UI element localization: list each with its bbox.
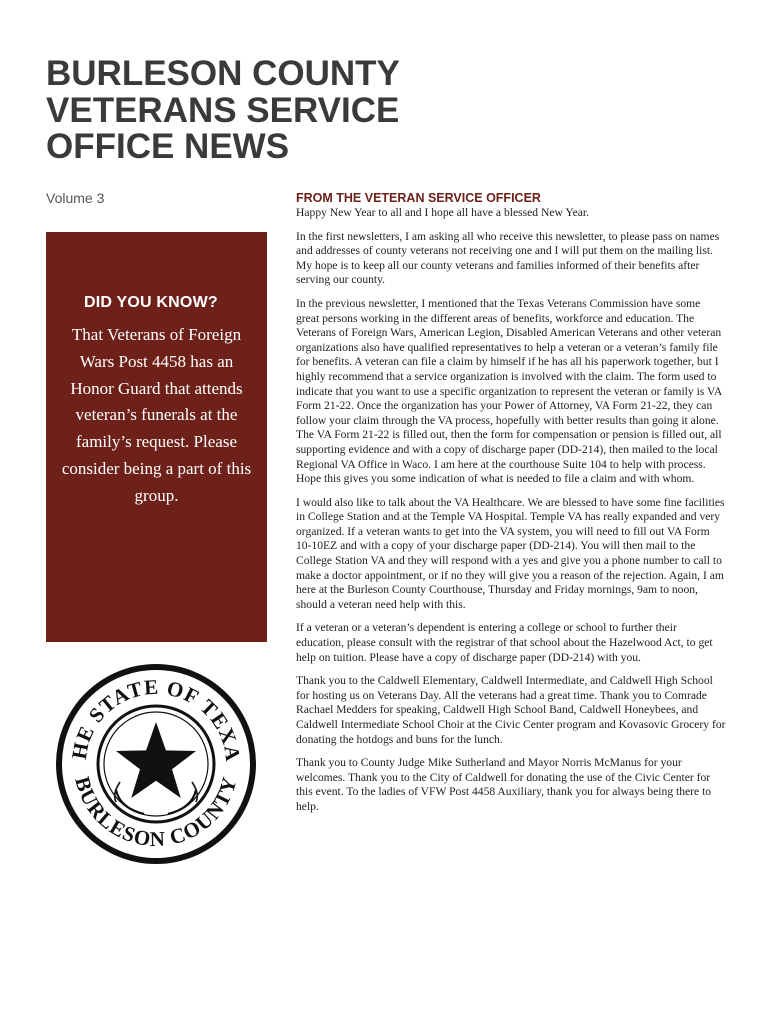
newsletter-title xyxy=(46,56,466,166)
title-line-3: OFFICE NEWS xyxy=(46,127,290,166)
sidebar-heading: DID YOU KNOW? xyxy=(84,294,218,311)
article-paragraph-3: In the previous newsletter, I mentioned that the Texas Veterans Commission have some great persons working in the different areas of benefits, workforce and education. The Veterans of Foreign Wars, American Legion, Disabled American Veterans and other veteran organizations also have qualified representatives to help a veteran or a veteran’s family file for benefits. A veteran can file a claim by himself if he has all his paperwork together, but I highly recommend that a service organization is involved with the claim. The form used to indicate that you want to use a specific organization to represent the veteran or family is VA Form 21-22. Once the organization has your Power of Attorney, VA Form 21-22, they can follow your claim through the VA process, hopefully with better results than going it alone. The VA Form 21-22 is filled out, then the form for compensation or pension is filled out, all supporting evidence and with a copy of discharge paper (DD-214), then mailed to the local Regional VA Office in Waco. I am here at the courthouse Suite 104 to help with process. Hope this gives you some indication of what is needed to file a claim and with whom. xyxy=(296,296,722,486)
article-column xyxy=(296,191,726,824)
seal-icon xyxy=(54,662,258,866)
article-paragraph-7: Thank you to County Judge Mike Sutherland and Mayor Norris McManus for your welcomes. Thank you to the City of Caldwell for donating the use of the Civic Center for this event. To the ladies of VFW Post 4458 Auxiliary, thank you for always being there to help. xyxy=(296,756,712,813)
sidebar-body: That Veterans of Foreign Wars Post 4458 has an Honor Guard that attends veteran’s funerals at the family’s request. Please consider being a part of this group. xyxy=(61,325,252,505)
article-paragraph-6: Thank you to the Caldwell Elementary, Caldwell Intermediate, and Caldwell High School for hosting us on Veterans Day. All the veterans had a great time. Thank you to Comrade Rachael Medders for speaking, Caldwell High School Band, Caldwell Honeybees, and Caldwell Intermediate School Choir at the Civic Center program and Kovasovic Grocery for donating the hotdogs and buns for the lunch. xyxy=(296,674,726,746)
county-seal-image xyxy=(54,662,258,866)
article-paragraph-1: Happy New Year to all and I hope all have a blessed New Year. xyxy=(296,206,589,219)
title-line-2: VETERANS SERVICE xyxy=(46,90,400,130)
seal-text-top: HE STATE OF TEXA xyxy=(66,674,246,764)
article-paragraph-5: If a veteran or a veteran’s dependent is entering a college or school to further their education, please consult with the registrar of that school about the Hazelwood Act, to get help on tuition. Please have a copy of discharge paper (DD-214) with you. xyxy=(296,621,713,664)
volume-label: Volume 3 xyxy=(46,190,105,206)
title-line-1: BURLESON COUNTY xyxy=(46,54,400,93)
article-paragraph-2: In the first newsletters, I am asking all who receive this newsletter, to please pass on names and addresses of county veterans not receiving one and I will put them on the mailing list. My hope is to keep all our county veterans and families informed of their benefits after serving our county. xyxy=(296,229,720,287)
article-heading: FROM THE VETERAN SERVICE OFFICER xyxy=(296,191,541,205)
did-you-know-sidebar xyxy=(46,232,267,642)
article-paragraph-4: I would also like to talk about the VA Healthcare. We are blessed to have some fine facilities in College Station and at the Temple VA Hospital. Temple VA has really expanded and very organized. If a veteran wants to get into the VA system, you will need to fill out VA Form 10-10EZ and with a copy of your discharge paper (DD-214). You will then mail to the College Station VA and they will respond with a yes and give you a phone number to call to make a doctor appointment, or if no they will give you a reason of the rejection. Again, I am here at the Burleson County Courthouse, Thursday and Friday mornings, 9am to noon, should a veteran need help with this. xyxy=(296,495,725,611)
seal-text-bottom: BURLESON COUNTY xyxy=(70,773,242,852)
